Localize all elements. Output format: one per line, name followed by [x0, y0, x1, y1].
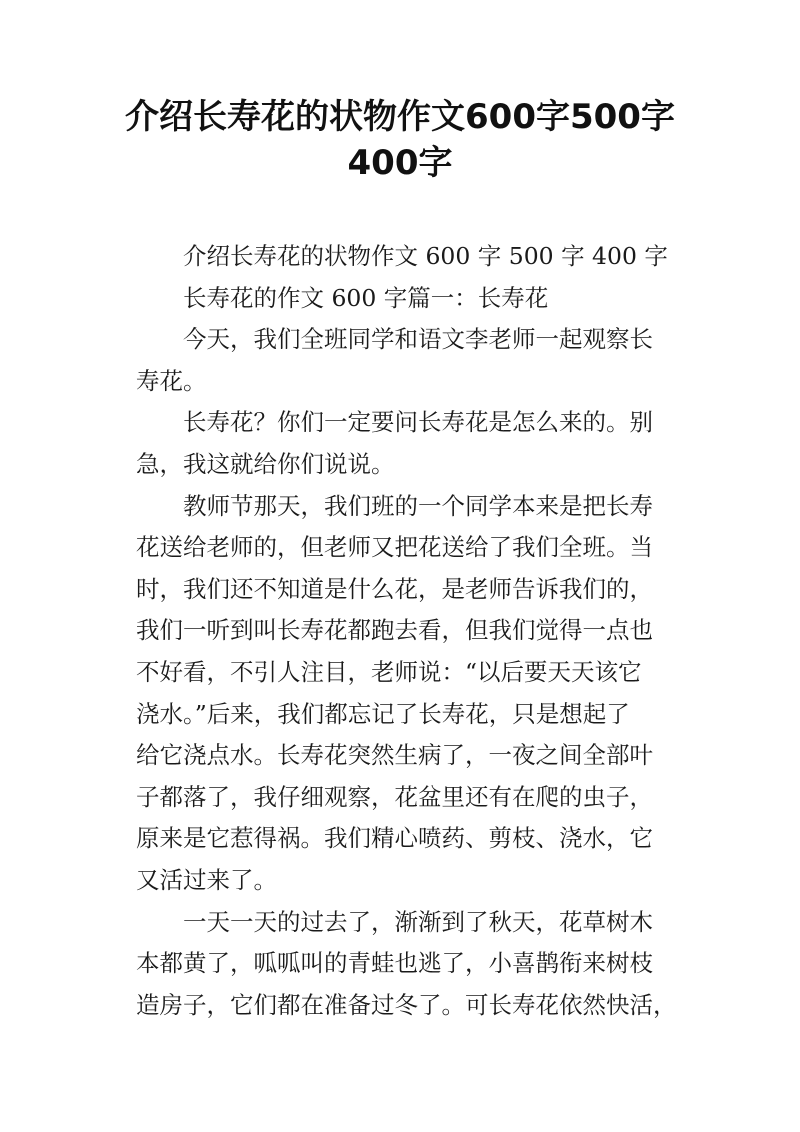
text-line: 我们一听到叫长寿花都跑去看，但我们觉得一点也	[136, 616, 653, 645]
document-title	[100, 94, 700, 186]
text-line: 又活过来了。	[136, 865, 277, 894]
text-line: 急，我这就给你们说说。	[136, 449, 395, 478]
title-line-1: 介绍长寿花的状物作文600字500字	[125, 97, 675, 137]
text-line: 浇水。”后来，我们都忘记了长寿花，只是想起了	[136, 699, 630, 728]
paragraph	[136, 319, 671, 402]
paragraph	[136, 902, 677, 1027]
text-line: 长寿花的作文 600 字篇一：长寿花	[183, 283, 549, 312]
text-line: 寿花。	[136, 366, 207, 395]
text-line: 本都黄了，呱呱叫的青蛙也逃了，小喜鹊衔来树枝	[136, 949, 653, 978]
document-body	[136, 236, 677, 1026]
text-line: 给它浇点水。长寿花突然生病了，一夜之间全部叶	[136, 741, 653, 770]
text-line: 一天一天的过去了，渐渐到了秋天，花草树木	[183, 907, 653, 936]
text-line: 原来是它惹得祸。我们精心喷药、剪枝、浇水，它	[136, 824, 653, 853]
text-line: 时，我们还不知道是什么花，是老师告诉我们的，	[136, 574, 653, 603]
text-line: 不好看，不引人注目，老师说：“以后要天天该它	[136, 657, 642, 686]
text-line: 教师节那天，我们班的一个同学本来是把长寿	[183, 491, 653, 520]
paragraph-heading	[136, 278, 671, 320]
title-line-2: 400字	[347, 143, 453, 183]
text-line: 造房子，它们都在准备过冬了。可长寿花依然快活，	[136, 990, 677, 1019]
text-line: 花送给老师的，但老师又把花送给了我们全班。当	[136, 533, 653, 562]
text-line: 长寿花？你们一定要问长寿花是怎么来的。别	[183, 408, 653, 437]
text-line: 子都落了，我仔细观察，花盆里还有在爬的虫子，	[136, 782, 653, 811]
paragraph	[136, 486, 671, 902]
text-line: 今天，我们全班同学和语文李老师一起观察长	[183, 325, 653, 354]
text-line: 介绍长寿花的状物作文 600 字 500 字 400 字	[183, 242, 668, 270]
paragraph-intro	[136, 236, 671, 278]
paragraph	[136, 402, 671, 485]
